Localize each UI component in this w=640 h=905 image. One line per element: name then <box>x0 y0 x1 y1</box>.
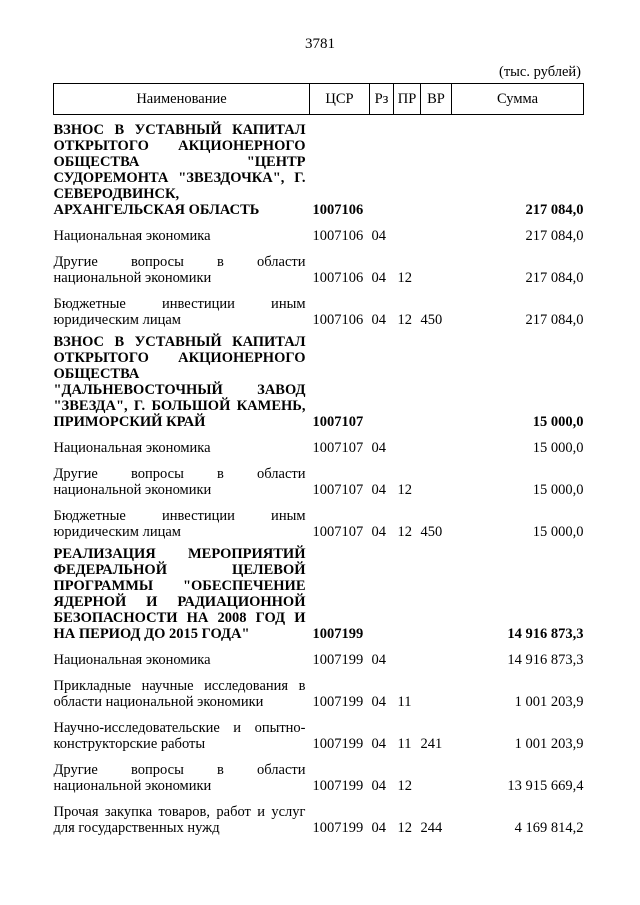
cell-vr <box>421 668 452 710</box>
cell-rz <box>370 115 394 219</box>
cell-vr <box>421 540 452 642</box>
page-number: 3781 <box>305 36 335 52</box>
cell-vr <box>421 642 452 668</box>
cell-csr: 1007106 <box>312 270 364 286</box>
cell-vr: 450 <box>420 524 443 540</box>
cell-name: Другие вопросы в области национальной экономики <box>53 466 306 498</box>
cell-rz: 04 <box>371 312 386 328</box>
cell-sum: 217 084,0 <box>525 312 584 328</box>
cell-csr: 1007199 <box>312 652 364 668</box>
section-row <box>54 115 584 219</box>
table-row <box>54 710 584 752</box>
cell-name: Бюджетные инвестиции иным юридическим лицам <box>53 508 306 540</box>
cell-pr <box>394 642 421 668</box>
cell-csr: 1007199 <box>312 778 364 794</box>
cell-rz <box>370 328 394 430</box>
cell-vr: 244 <box>420 820 443 836</box>
table-row <box>54 456 584 498</box>
cell-csr: 1007199 <box>312 736 364 752</box>
cell-sum: 13 915 669,4 <box>507 778 584 794</box>
section-row <box>54 328 584 430</box>
cell-csr: 1007199 <box>312 694 364 710</box>
cell-rz: 04 <box>371 482 386 498</box>
table-header <box>54 84 584 115</box>
cell-name: Другие вопросы в области национальной экономики <box>53 762 306 794</box>
cell-csr: 1007106 <box>312 202 364 218</box>
cell-csr: 1007107 <box>312 482 364 498</box>
cell-rz: 04 <box>371 694 386 710</box>
cell-csr: 1007199 <box>312 626 364 642</box>
cell-rz <box>370 540 394 642</box>
table-row <box>54 668 584 710</box>
cell-name: ВЗНОС В УСТАВНЫЙ КАПИТАЛ ОТКРЫТОГО АКЦИОНЕРНОГО ОБЩЕСТВА "ЦЕНТР СУДОРЕМОНТА "ЗВЕЗДОЧКА", Г. СЕВЕРОДВИНСК, АРХАНГЕЛЬСКАЯ ОБЛАСТЬ <box>53 122 306 218</box>
header-name: Наименование <box>54 84 310 115</box>
cell-pr <box>394 218 421 244</box>
cell-vr <box>421 456 452 498</box>
header-sum: Сумма <box>452 84 584 115</box>
cell-pr: 12 <box>397 524 412 540</box>
cell-pr: 12 <box>397 312 412 328</box>
cell-name: Другие вопросы в области национальной экономики <box>53 254 306 286</box>
table-row <box>54 430 584 456</box>
cell-pr <box>394 328 421 430</box>
cell-name: Научно-исследовательские и опытно-конструкторские работы <box>53 720 306 752</box>
cell-pr: 12 <box>397 778 412 794</box>
cell-sum: 217 084,0 <box>525 228 584 244</box>
cell-csr: 1007107 <box>312 414 364 430</box>
table-row <box>54 244 584 286</box>
cell-name: Бюджетные инвестиции иным юридическим лицам <box>53 296 306 328</box>
cell-sum: 1 001 203,9 <box>514 694 584 710</box>
cell-name: Национальная экономика <box>53 440 211 456</box>
cell-rz: 04 <box>371 440 386 456</box>
cell-vr <box>421 115 452 219</box>
cell-rz: 04 <box>371 228 386 244</box>
cell-rz: 04 <box>371 736 386 752</box>
cell-sum: 15 000,0 <box>532 482 584 498</box>
cell-vr <box>421 244 452 286</box>
header-rz: Рз <box>370 84 394 115</box>
cell-sum: 217 084,0 <box>525 202 584 218</box>
cell-name: Прочая закупка товаров, работ и услуг для государственных нужд <box>53 804 306 836</box>
cell-sum: 15 000,0 <box>532 440 584 456</box>
table-row <box>54 642 584 668</box>
cell-pr: 12 <box>397 820 412 836</box>
units-label: (тыс. рублей) <box>499 64 581 80</box>
cell-csr: 1007106 <box>312 312 364 328</box>
table-row <box>54 286 584 328</box>
cell-csr: 1007199 <box>312 820 364 836</box>
table-row <box>54 218 584 244</box>
cell-name: ВЗНОС В УСТАВНЫЙ КАПИТАЛ ОТКРЫТОГО АКЦИОНЕРНОГО ОБЩЕСТВА "ДАЛЬНЕВОСТОЧНЫЙ ЗАВОД "ЗВЕЗДА", Г. БОЛЬШОЙ КАМЕНЬ, ПРИМОРСКИЙ КРАЙ <box>53 334 306 430</box>
cell-vr <box>421 430 452 456</box>
cell-rz: 04 <box>371 270 386 286</box>
table-row <box>54 498 584 540</box>
cell-sum: 14 916 873,3 <box>507 652 584 668</box>
cell-sum: 15 000,0 <box>532 524 584 540</box>
cell-pr <box>394 540 421 642</box>
cell-csr: 1007107 <box>312 524 364 540</box>
cell-rz: 04 <box>371 820 386 836</box>
cell-name: Национальная экономика <box>53 652 211 668</box>
header-vr: ВР <box>421 84 452 115</box>
budget-table <box>53 83 584 836</box>
cell-pr <box>394 115 421 219</box>
cell-pr: 11 <box>397 736 412 752</box>
cell-pr: 12 <box>397 482 412 498</box>
cell-vr: 450 <box>420 312 443 328</box>
cell-sum: 217 084,0 <box>525 270 584 286</box>
cell-name: Национальная экономика <box>53 228 211 244</box>
cell-rz: 04 <box>371 778 386 794</box>
section-row <box>54 540 584 642</box>
cell-vr <box>421 218 452 244</box>
cell-rz: 04 <box>371 524 386 540</box>
cell-sum: 15 000,0 <box>532 414 584 430</box>
table-body <box>54 115 584 837</box>
cell-csr: 1007107 <box>312 440 364 456</box>
cell-pr: 11 <box>397 694 412 710</box>
cell-rz: 04 <box>371 652 386 668</box>
header-csr: ЦСР <box>310 84 370 115</box>
cell-sum: 1 001 203,9 <box>514 736 584 752</box>
table-row <box>54 794 584 836</box>
cell-vr <box>421 328 452 430</box>
cell-csr: 1007106 <box>312 228 364 244</box>
header-pr: ПР <box>394 84 421 115</box>
cell-vr <box>421 752 452 794</box>
cell-pr <box>394 430 421 456</box>
cell-name: РЕАЛИЗАЦИЯ МЕРОПРИЯТИЙ ФЕДЕРАЛЬНОЙ ЦЕЛЕВОЙ ПРОГРАММЫ "ОБЕСПЕЧЕНИЕ ЯДЕРНОЙ И РАДИАЦИОННОЙ БЕЗОПАСНОСТИ НА 2008 ГОД И НА ПЕРИОД ДО 2015 ГОДА" <box>53 546 306 642</box>
cell-sum: 14 916 873,3 <box>507 626 584 642</box>
cell-name: Прикладные научные исследования в области национальной экономики <box>53 678 306 710</box>
cell-pr: 12 <box>397 270 412 286</box>
cell-sum: 4 169 814,2 <box>514 820 584 836</box>
table-row <box>54 752 584 794</box>
cell-vr: 241 <box>420 736 443 752</box>
